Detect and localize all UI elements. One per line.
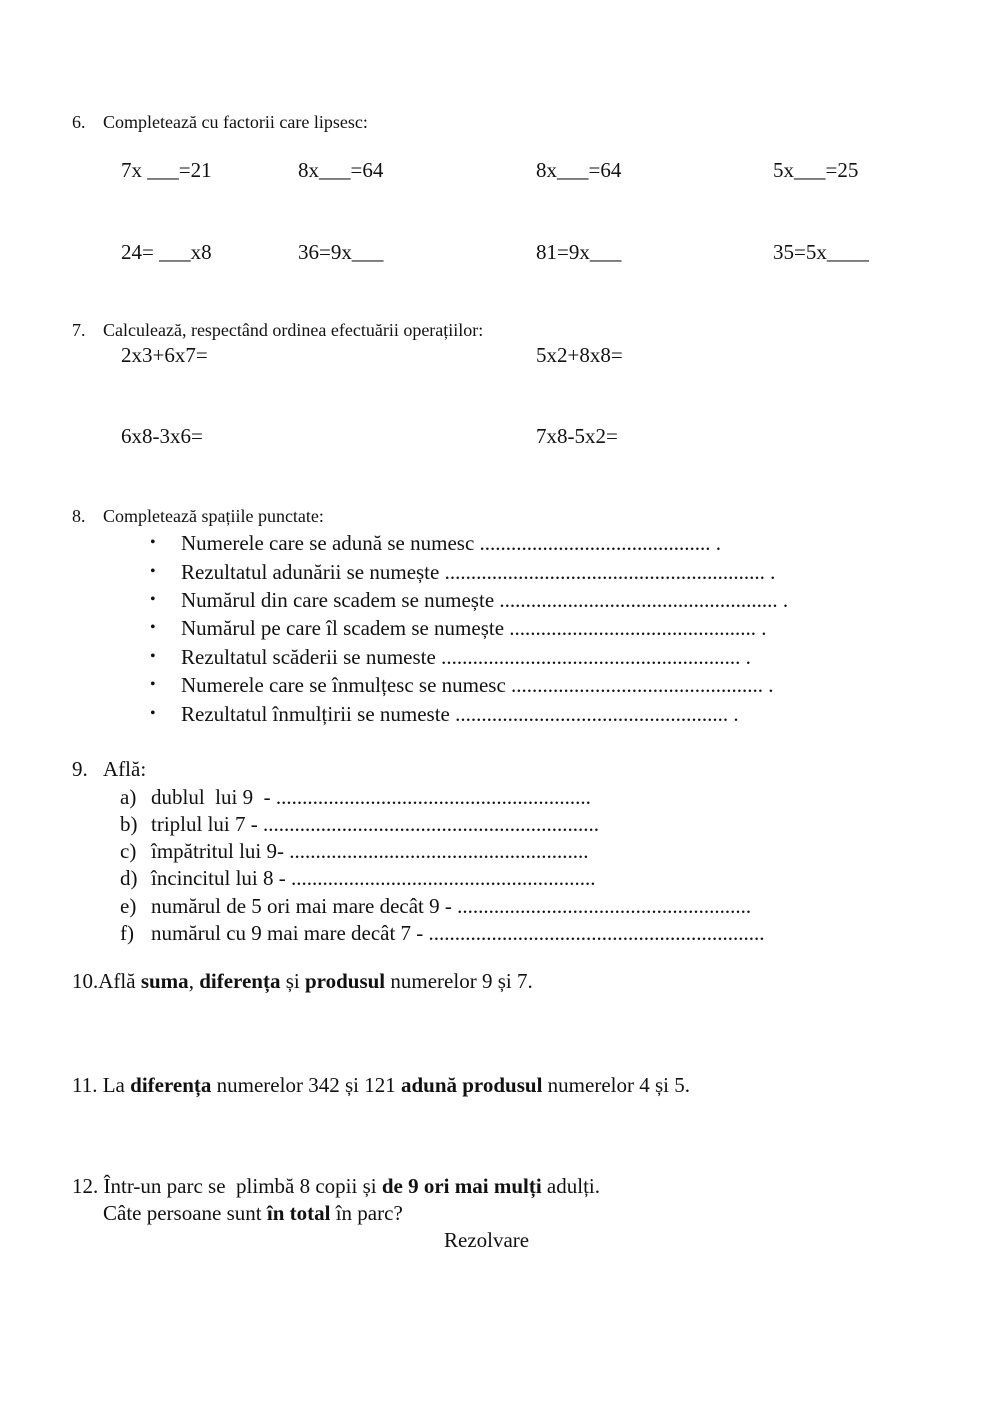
q7-exercise: 6x8-3x6=	[121, 424, 203, 448]
list-item: Rezultatul adunării se numește ............................................................. .	[181, 560, 776, 584]
q10-bold: produsul	[304, 969, 386, 993]
bullet-icon: •	[150, 619, 156, 636]
list-item: Numerele care se înmulțesc se numesc ................................................ .	[181, 673, 774, 697]
q6-exercise: 8x___=64	[536, 158, 622, 182]
q11-number: 11.	[72, 1073, 98, 1097]
list-item: Rezultatul înmulțirii se numeste .................................................... .	[181, 702, 739, 726]
q11-text: numerelor 4 și 5.	[542, 1073, 690, 1097]
solution-heading: Rezolvare	[444, 1228, 530, 1252]
q9-item-text: numărul de 5 ori mai mare decât 9 - ........................................................	[151, 894, 752, 918]
bullet-icon: •	[150, 648, 156, 665]
q8-title: Completează spațiile punctate:	[103, 506, 324, 526]
list-item: Rezultatul scăderii se numeste ......................................................... .	[181, 645, 751, 669]
q11-bold: diferența	[130, 1073, 212, 1097]
q9-item-text: împătritul lui 9- .........................................................	[151, 839, 589, 863]
q10-text: numerelor 9 și 7.	[385, 969, 533, 993]
q10-number: 10.	[72, 969, 99, 993]
q9-item-text: triplul lui 7 - ................................................................	[151, 812, 599, 836]
q9-item-letter: d)	[120, 866, 138, 890]
q10-bold: suma	[140, 969, 189, 993]
q9-item-letter: e)	[120, 894, 137, 918]
bullet-icon: •	[150, 534, 156, 551]
q9-item-letter: a)	[120, 785, 137, 809]
q8-number: 8.	[72, 506, 86, 526]
q6-exercise: 24= ___x8	[121, 240, 212, 264]
q12-text: adulți.	[541, 1174, 600, 1198]
q9-item-letter: c)	[120, 839, 137, 863]
q9-item-text: dublul lui 9 - ............................................................	[151, 785, 591, 809]
q12-bold: de 9 ori mai mulți	[381, 1174, 542, 1198]
q12-text: în parc?	[330, 1201, 403, 1225]
q11-bold: adună produsul	[400, 1073, 543, 1097]
q10-text: și	[280, 969, 305, 993]
q10-text: ,	[188, 969, 200, 993]
q10-bold: diferența	[199, 969, 281, 993]
q6-exercise: 7x ___=21	[121, 158, 212, 182]
bullet-icon: •	[150, 676, 156, 693]
q11-line	[72, 1073, 690, 1098]
q6-exercise: 36=9x___	[298, 240, 384, 264]
list-item: Numărul din care scadem se numește ..................................................... .	[181, 588, 789, 612]
bullet-icon: •	[150, 563, 156, 580]
q12-text: Într-un parc se plimbă 8 copii și	[98, 1174, 382, 1198]
bullet-icon: •	[150, 591, 156, 608]
q11-text: numerelor 342 și 121	[211, 1073, 401, 1097]
list-item: Numărul pe care îl scadem se numește ............................................... .	[181, 616, 767, 640]
q7-exercise: 7x8-5x2=	[536, 424, 618, 448]
q7-number: 7.	[72, 320, 86, 340]
q7-exercise: 2x3+6x7=	[121, 343, 208, 367]
q12-bold: în total	[266, 1201, 331, 1225]
q12-line-1	[72, 1174, 600, 1199]
q9-item-letter: f)	[120, 921, 134, 945]
q9-item-letter: b)	[120, 812, 138, 836]
list-item: Numerele care se adună se numesc ............................................ .	[181, 531, 722, 555]
q6-title: Completează cu factorii care lipsesc:	[103, 112, 368, 132]
q6-number: 6.	[72, 112, 86, 132]
q12-number: 12.	[72, 1174, 99, 1198]
q6-exercise: 35=5x____	[773, 240, 869, 264]
q12-line-2	[103, 1201, 403, 1226]
q9-item-text: încincitul lui 8 - ..........................................................	[151, 866, 596, 890]
q10-line	[72, 969, 533, 994]
q9-number: 9.	[72, 757, 88, 781]
q9-title: Află:	[103, 757, 147, 781]
q7-title: Calculează, respectând ordinea efectuării operațiilor:	[103, 320, 484, 340]
bullet-icon: •	[150, 705, 156, 722]
q11-text: La	[97, 1073, 131, 1097]
q6-exercise: 5x___=25	[773, 158, 859, 182]
q6-exercise: 81=9x___	[536, 240, 622, 264]
q10-text: Află	[98, 969, 141, 993]
q9-item-text: numărul cu 9 mai mare decât 7 - ................................................................	[151, 921, 765, 945]
q7-exercise: 5x2+8x8=	[536, 343, 623, 367]
q12-text: Câte persoane sunt	[103, 1201, 267, 1225]
q6-exercise: 8x___=64	[298, 158, 384, 182]
